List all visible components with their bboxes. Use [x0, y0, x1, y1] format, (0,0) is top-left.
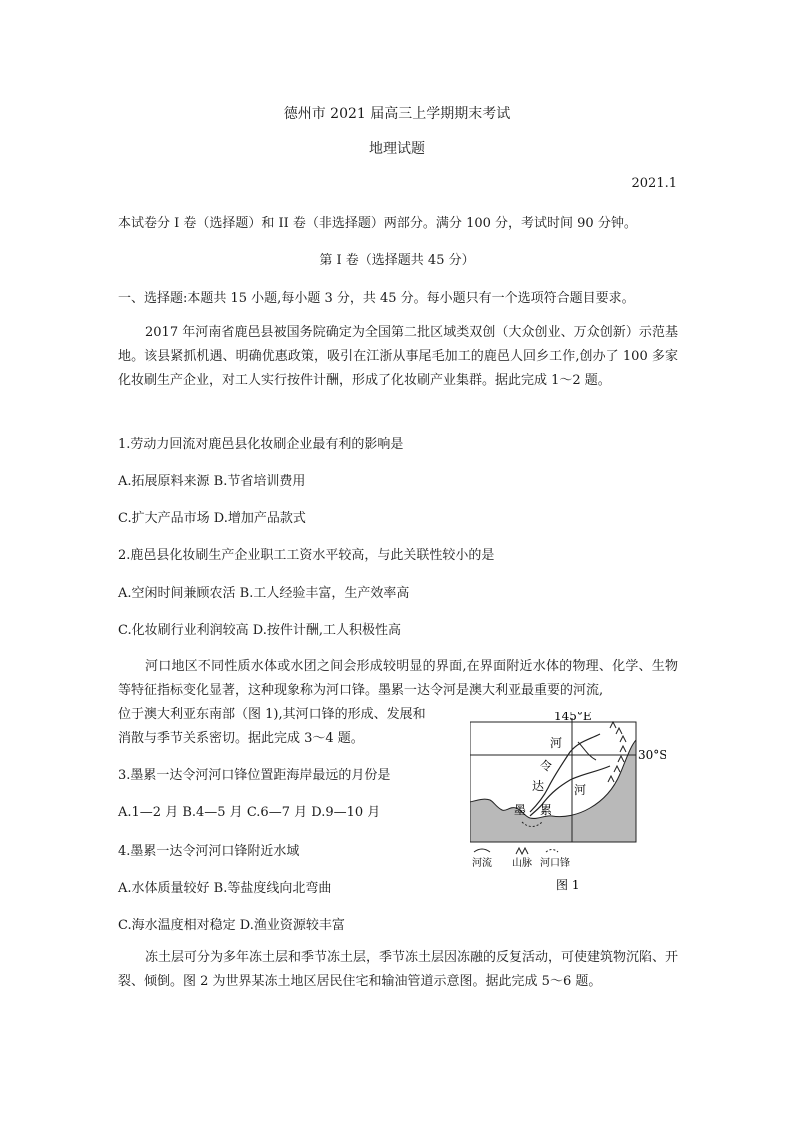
section-instruction: 一、选择题:本题共 15 小题,每小题 3 分，共 45 分。每小题只有一个选项符合题目要求。	[118, 291, 635, 306]
question-2-options-cd: C.化妆刷行业利润较高 D.按件计酬,工人积极性高	[118, 623, 401, 638]
question-4-stem: 4.墨累一达令河河口锋附近水域	[118, 844, 300, 859]
figure-1-map	[470, 712, 666, 892]
river-char-6: 河	[574, 783, 587, 797]
exam-date: 2021.1	[631, 176, 677, 191]
question-2-stem: 2.鹿邑县化妆刷生产企业职工工资水平较高，与此关联性较小的是	[118, 548, 495, 563]
exam-intro: 本试卷分 I 卷（选择题）和 II 卷（非选择题）两部分。满分 100 分，考试时间 90 分钟。	[118, 216, 637, 231]
exam-subtitle: 地理试题	[369, 141, 425, 157]
legend-front-label: 河口锋	[540, 858, 570, 869]
legend-front-icon	[546, 850, 558, 853]
question-3-options: A.1—2 月 B.4—5 月 C.6—7 月 D.9—10 月	[118, 805, 381, 820]
legend-river-icon	[474, 849, 490, 852]
question-2-options-ab: A.空闲时间兼顾农活 B.工人经验丰富，生产效率高	[118, 586, 410, 601]
section-heading: 第 I 卷（选择题共 45 分）	[319, 253, 475, 268]
exam-title: 德州市 2021 届高三上学期期末考试	[283, 106, 511, 122]
river-char-5: 累	[540, 803, 553, 817]
river-char-3: 达	[532, 779, 545, 793]
question-4-options-cd: C.海水温度相对稳定 D.渔业资源较丰富	[118, 918, 345, 933]
figure-1-caption: 图 1	[556, 878, 580, 892]
passage-3: 冻土层可分为多年冻土层和季节冻土层，季节冻土层因冻融的反复活动，可使建筑物沉陷、开裂、倾倒。图 2 为世界某冻土地区居民住宅和输油管道示意图。据此完成 5～6 题。	[118, 950, 679, 989]
passage-2-line-4: 消散与季节关系密切。据此完成 3～4 题。	[118, 731, 364, 746]
passage-1: 2017 年河南省鹿邑县被国务院确定为全国第二批区域类双创（大众创业、万众创新）示范基地。该县紧抓机遇、明确优惠政策，吸引在江浙从事尾毛加工的鹿邑人回乡工作,创办了 100 多家化妆刷生产企业，对工人实行按件计酬，形成了化妆刷产业集群。据此完成 1～2 题。	[118, 325, 678, 388]
label-145e: 145°E	[554, 712, 592, 723]
legend-mountain-label: 山脉	[512, 858, 532, 869]
question-1-options-cd: C.扩大产品市场 D.增加产品款式	[118, 511, 306, 526]
river-char-2: 令	[540, 759, 553, 773]
river-char-4: 墨	[514, 803, 527, 817]
label-30s: 30°S	[638, 748, 666, 762]
question-4-options-ab: A.水体质量较好 B.等盐度线向北弯曲	[118, 881, 332, 896]
question-1-stem: 1.劳动力回流对鹿邑县化妆刷企业最有利的影响是	[118, 437, 404, 452]
murray-darling-map	[470, 712, 666, 892]
question-1-options-ab: A.拓展原料来源 B.节省培训费用	[118, 474, 306, 489]
passage-2-line-3: 位于澳大利亚东南部（图 1),其河口锋的形成、发展和	[118, 707, 426, 722]
passage-2: 河口地区不同性质水体或水团之间会形成较明显的界面,在界面附近水体的物理、化学、生物等特征指标变化显著，这种现象称为河口锋。墨累一达令河是澳大利亚最重要的河流,	[118, 659, 678, 698]
question-3-stem: 3.墨累一达令河河口锋位置距海岸最远的月份是	[118, 768, 391, 783]
legend-mountain-icon	[516, 848, 528, 854]
river-char-1: 河	[550, 736, 563, 750]
legend-river-label: 河流	[472, 858, 492, 869]
